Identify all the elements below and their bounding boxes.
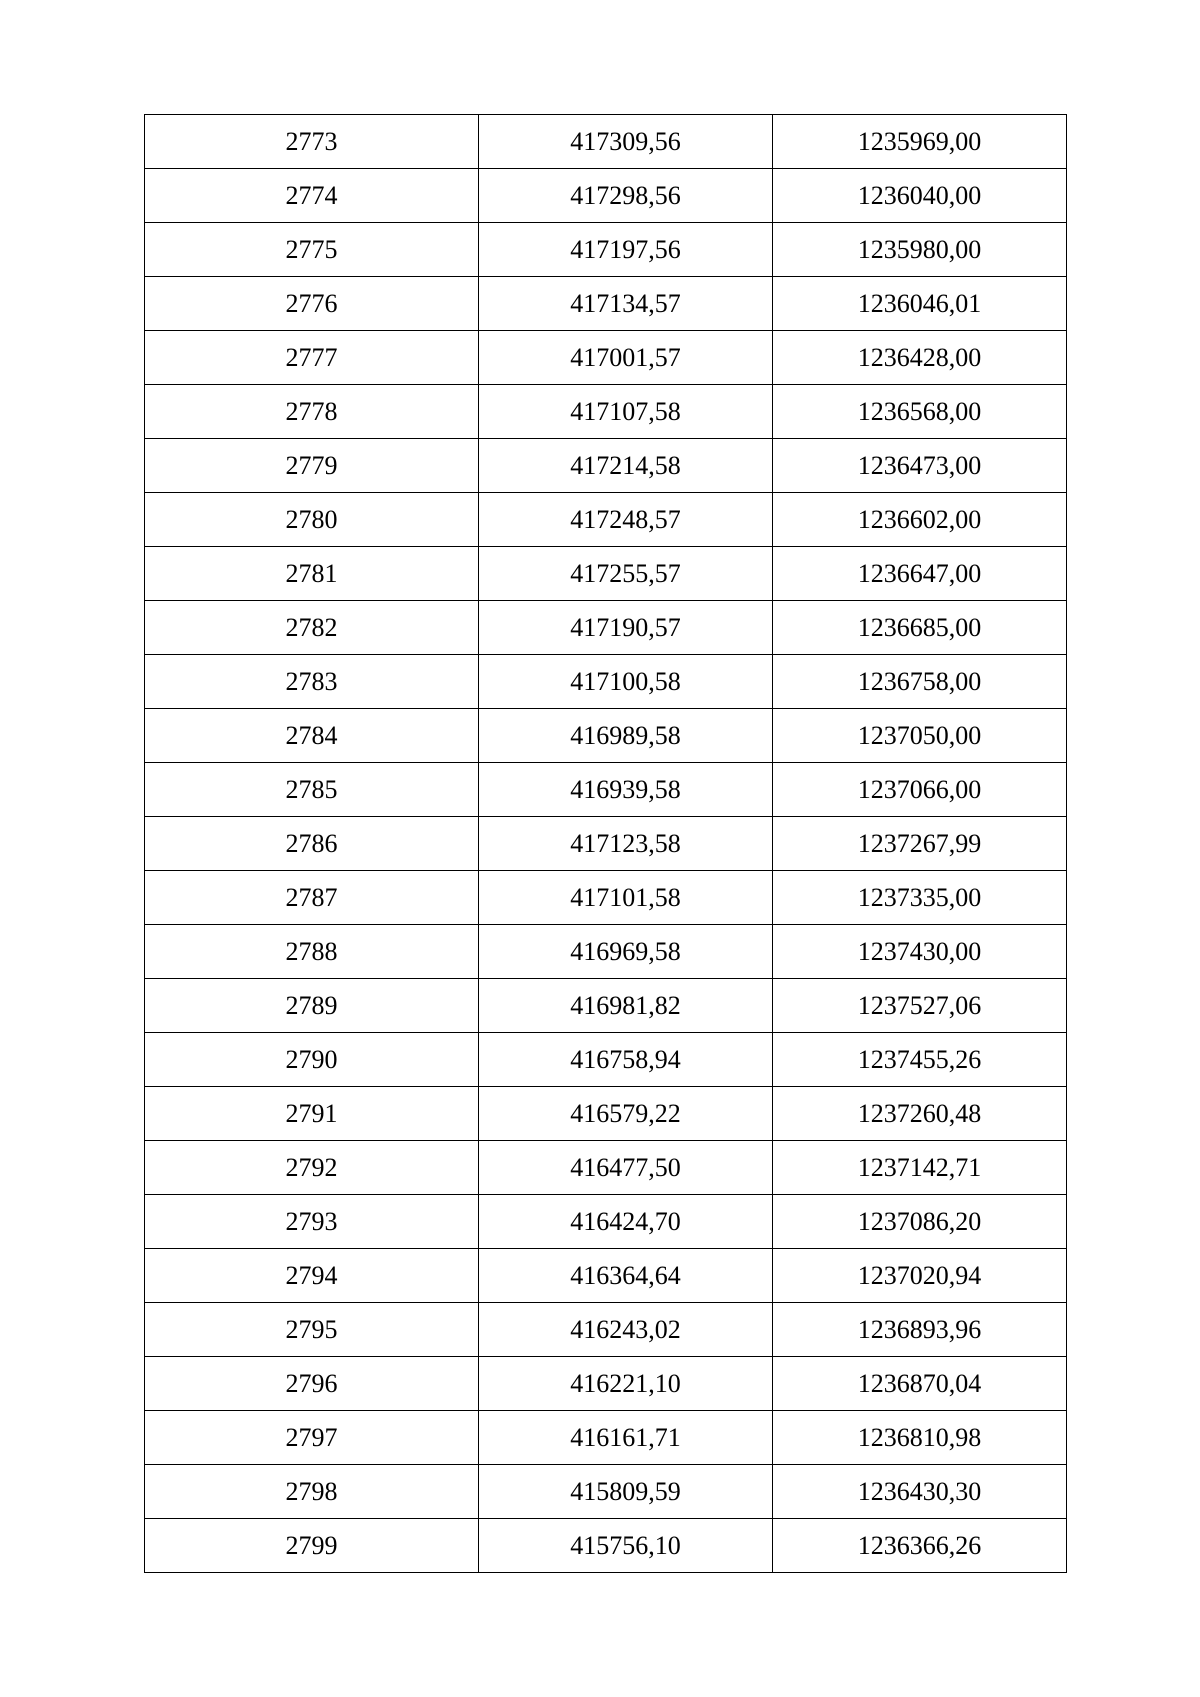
y-coordinate-cell: 1237260,48 <box>773 1087 1067 1141</box>
y-coordinate-cell: 1235980,00 <box>773 223 1067 277</box>
coordinates-table-body <box>145 115 1067 1573</box>
table-row <box>145 655 1067 709</box>
x-coordinate-cell: 416989,58 <box>479 709 773 763</box>
y-coordinate-cell: 1236568,00 <box>773 385 1067 439</box>
point-number-cell: 2773 <box>145 115 479 169</box>
x-coordinate-cell: 417197,56 <box>479 223 773 277</box>
point-number-cell: 2792 <box>145 1141 479 1195</box>
y-coordinate-cell: 1237142,71 <box>773 1141 1067 1195</box>
y-coordinate-cell: 1237335,00 <box>773 871 1067 925</box>
point-number-cell: 2789 <box>145 979 479 1033</box>
x-coordinate-cell: 416969,58 <box>479 925 773 979</box>
point-number-cell: 2798 <box>145 1465 479 1519</box>
x-coordinate-cell: 415809,59 <box>479 1465 773 1519</box>
table-row <box>145 547 1067 601</box>
point-number-cell: 2778 <box>145 385 479 439</box>
x-coordinate-cell: 417134,57 <box>479 277 773 331</box>
x-coordinate-cell: 416161,71 <box>479 1411 773 1465</box>
table-row <box>145 601 1067 655</box>
x-coordinate-cell: 416364,64 <box>479 1249 773 1303</box>
table-row <box>145 1411 1067 1465</box>
x-coordinate-cell: 416579,22 <box>479 1087 773 1141</box>
point-number-cell: 2787 <box>145 871 479 925</box>
table-row <box>145 925 1067 979</box>
x-coordinate-cell: 417101,58 <box>479 871 773 925</box>
x-coordinate-cell: 417100,58 <box>479 655 773 709</box>
table-row <box>145 1249 1067 1303</box>
point-number-cell: 2796 <box>145 1357 479 1411</box>
y-coordinate-cell: 1237086,20 <box>773 1195 1067 1249</box>
x-coordinate-cell: 416939,58 <box>479 763 773 817</box>
point-number-cell: 2793 <box>145 1195 479 1249</box>
point-number-cell: 2782 <box>145 601 479 655</box>
x-coordinate-cell: 417107,58 <box>479 385 773 439</box>
y-coordinate-cell: 1236366,26 <box>773 1519 1067 1573</box>
table-row <box>145 1303 1067 1357</box>
point-number-cell: 2797 <box>145 1411 479 1465</box>
table-row <box>145 763 1067 817</box>
table-row <box>145 385 1067 439</box>
table-row <box>145 1519 1067 1573</box>
x-coordinate-cell: 416981,82 <box>479 979 773 1033</box>
table-row <box>145 817 1067 871</box>
y-coordinate-cell: 1236473,00 <box>773 439 1067 493</box>
y-coordinate-cell: 1237066,00 <box>773 763 1067 817</box>
table-row <box>145 1465 1067 1519</box>
y-coordinate-cell: 1236758,00 <box>773 655 1067 709</box>
y-coordinate-cell: 1236430,30 <box>773 1465 1067 1519</box>
point-number-cell: 2785 <box>145 763 479 817</box>
table-row <box>145 1033 1067 1087</box>
y-coordinate-cell: 1237267,99 <box>773 817 1067 871</box>
table-row <box>145 1357 1067 1411</box>
y-coordinate-cell: 1235969,00 <box>773 115 1067 169</box>
point-number-cell: 2780 <box>145 493 479 547</box>
point-number-cell: 2781 <box>145 547 479 601</box>
table-row <box>145 277 1067 331</box>
point-number-cell: 2791 <box>145 1087 479 1141</box>
point-number-cell: 2784 <box>145 709 479 763</box>
y-coordinate-cell: 1236893,96 <box>773 1303 1067 1357</box>
table-row <box>145 1195 1067 1249</box>
point-number-cell: 2788 <box>145 925 479 979</box>
table-row <box>145 169 1067 223</box>
point-number-cell: 2790 <box>145 1033 479 1087</box>
table-row <box>145 331 1067 385</box>
x-coordinate-cell: 417298,56 <box>479 169 773 223</box>
x-coordinate-cell: 415756,10 <box>479 1519 773 1573</box>
x-coordinate-cell: 416243,02 <box>479 1303 773 1357</box>
point-number-cell: 2775 <box>145 223 479 277</box>
point-number-cell: 2774 <box>145 169 479 223</box>
table-row <box>145 979 1067 1033</box>
table-row <box>145 493 1067 547</box>
point-number-cell: 2799 <box>145 1519 479 1573</box>
x-coordinate-cell: 416477,50 <box>479 1141 773 1195</box>
x-coordinate-cell: 416424,70 <box>479 1195 773 1249</box>
table-row <box>145 871 1067 925</box>
point-number-cell: 2794 <box>145 1249 479 1303</box>
y-coordinate-cell: 1237050,00 <box>773 709 1067 763</box>
coordinates-table <box>144 114 1067 1573</box>
y-coordinate-cell: 1237020,94 <box>773 1249 1067 1303</box>
table-row <box>145 115 1067 169</box>
table-row <box>145 709 1067 763</box>
x-coordinate-cell: 417309,56 <box>479 115 773 169</box>
point-number-cell: 2776 <box>145 277 479 331</box>
point-number-cell: 2786 <box>145 817 479 871</box>
y-coordinate-cell: 1236870,04 <box>773 1357 1067 1411</box>
table-row <box>145 223 1067 277</box>
x-coordinate-cell: 417190,57 <box>479 601 773 655</box>
point-number-cell: 2777 <box>145 331 479 385</box>
x-coordinate-cell: 417001,57 <box>479 331 773 385</box>
point-number-cell: 2795 <box>145 1303 479 1357</box>
y-coordinate-cell: 1236647,00 <box>773 547 1067 601</box>
y-coordinate-cell: 1236428,00 <box>773 331 1067 385</box>
y-coordinate-cell: 1237455,26 <box>773 1033 1067 1087</box>
y-coordinate-cell: 1236046,01 <box>773 277 1067 331</box>
y-coordinate-cell: 1237430,00 <box>773 925 1067 979</box>
table-row <box>145 1087 1067 1141</box>
y-coordinate-cell: 1236602,00 <box>773 493 1067 547</box>
x-coordinate-cell: 417248,57 <box>479 493 773 547</box>
y-coordinate-cell: 1236685,00 <box>773 601 1067 655</box>
point-number-cell: 2783 <box>145 655 479 709</box>
point-number-cell: 2779 <box>145 439 479 493</box>
y-coordinate-cell: 1236810,98 <box>773 1411 1067 1465</box>
x-coordinate-cell: 416758,94 <box>479 1033 773 1087</box>
y-coordinate-cell: 1237527,06 <box>773 979 1067 1033</box>
table-row <box>145 439 1067 493</box>
table-row <box>145 1141 1067 1195</box>
x-coordinate-cell: 416221,10 <box>479 1357 773 1411</box>
x-coordinate-cell: 417123,58 <box>479 817 773 871</box>
x-coordinate-cell: 417214,58 <box>479 439 773 493</box>
y-coordinate-cell: 1236040,00 <box>773 169 1067 223</box>
x-coordinate-cell: 417255,57 <box>479 547 773 601</box>
